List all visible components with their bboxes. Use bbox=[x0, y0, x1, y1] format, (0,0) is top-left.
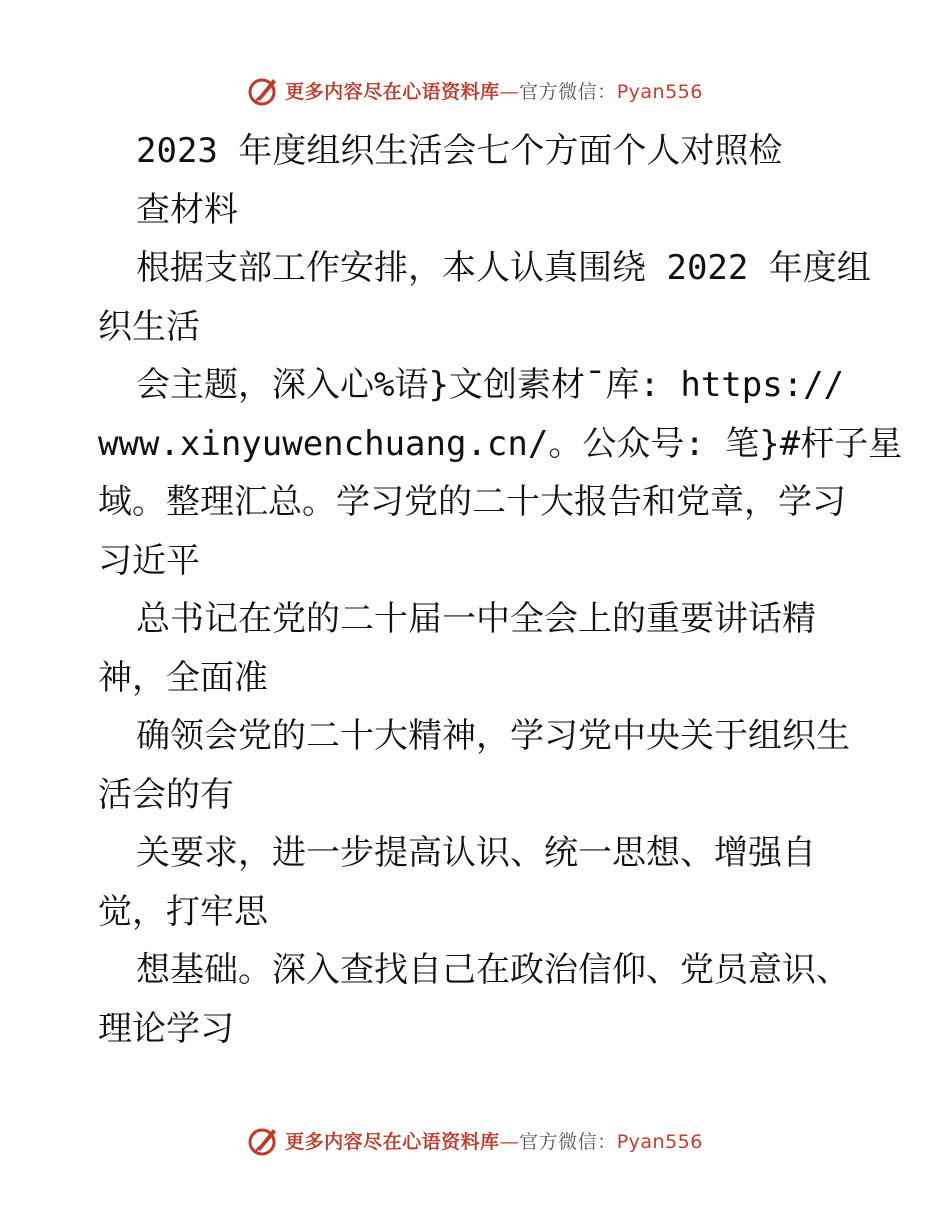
text-line: 觉，打牢思 bbox=[98, 891, 268, 932]
watermark-dash: — bbox=[499, 80, 520, 103]
watermark-wechat-id: Pyan556 bbox=[616, 1130, 703, 1153]
text-line: 关要求，进一步提高认识、统一思想、增强自 bbox=[136, 833, 816, 873]
text-line: 查材料 bbox=[136, 189, 238, 230]
watermark-brand: 更多内容尽在心语资料库 bbox=[285, 1130, 500, 1153]
text-line: 2023 年度组织生活会七个方面个人对照检 bbox=[136, 131, 783, 171]
quill-pen-logo-icon bbox=[247, 73, 281, 107]
text-line: 想基础。深入查找自己在政治信仰、党员意识、 bbox=[136, 950, 850, 990]
text-line: 织生活 bbox=[98, 306, 200, 347]
text-line: 域。整理汇总。学习党的二十大报告和党章，学习 bbox=[98, 482, 846, 522]
text-line: 确领会党的二十大精神，学习党中央关于组织生 bbox=[136, 716, 850, 756]
document-body bbox=[98, 122, 903, 1058]
text-line: 会主题，深入心%语}文创素材¯库: https:// bbox=[136, 365, 845, 405]
watermark-dash: — bbox=[499, 1130, 520, 1153]
watermark-text bbox=[285, 77, 703, 104]
text-line: 习近平 bbox=[98, 540, 200, 581]
text-line: 神，全面准 bbox=[98, 657, 268, 698]
text-line: 活会的有 bbox=[98, 774, 234, 815]
watermark-text bbox=[285, 1127, 703, 1154]
text-line: 总书记在党的二十届一中全会上的重要讲话精 bbox=[136, 599, 816, 639]
watermark-label: 官方微信： bbox=[519, 1130, 617, 1153]
text-line: 根据支部工作安排，本人认真围绕 2022 年度组 bbox=[136, 248, 871, 288]
header-watermark bbox=[0, 70, 950, 110]
text-line: www.xinyuwenchuang.cn/。公众号: 笔}#杆子星 bbox=[98, 423, 903, 464]
watermark-label: 官方微信： bbox=[519, 80, 617, 103]
watermark-brand: 更多内容尽在心语资料库 bbox=[285, 80, 500, 103]
text-line: 理论学习 bbox=[98, 1008, 234, 1049]
watermark-wechat-id: Pyan556 bbox=[616, 80, 703, 103]
footer-watermark bbox=[0, 1120, 950, 1160]
quill-pen-logo-icon bbox=[247, 1123, 281, 1157]
